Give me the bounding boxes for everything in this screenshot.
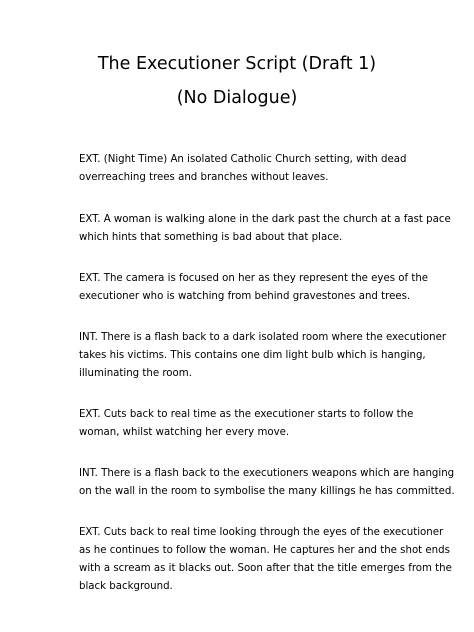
paragraph-line: on the wall in the room to symbolise the many killings he has committed. [79,486,455,497]
paragraph-line: executioner who is watching from behind gravestones and trees. [79,291,411,302]
paragraph-line: woman, whilst watching her every move. [79,427,290,438]
paragraph-line: EXT. A woman is walking alone in the dark past the church at a fast pace [79,214,451,225]
paragraph-line: EXT. Cuts back to real time looking through the eyes of the executioner [79,527,444,538]
scene-paragraph-7 [79,524,452,596]
paragraph-line: EXT. (Night Time) An isolated Catholic Church setting, with dead [79,154,407,165]
scene-paragraph-5 [79,406,439,442]
document-title: The Executioner Script (Draft 1) [97,54,377,74]
paragraph-line: which hints that something is bad about that place. [79,232,343,243]
scene-paragraph-6 [79,465,455,501]
scene-paragraph-3 [79,270,439,306]
scene-paragraph-1 [79,151,439,187]
scene-paragraph-2 [79,211,451,247]
paragraph-line: EXT. The camera is focused on her as they represent the eyes of the [79,273,429,284]
paragraph-line: INT. There is a flash back to the executioners weapons which are hanging [79,468,455,479]
document-subtitle: (No Dialogue) [176,88,298,108]
paragraph-line: overreaching trees and branches without leaves. [79,172,329,183]
paragraph-line: black background. [79,581,173,592]
paragraph-line: EXT. Cuts back to real time as the executioner starts to follow the [79,409,414,420]
paragraph-line: as he continues to follow the woman. He captures her and the shot ends [79,545,450,556]
paragraph-line: with a scream as it blacks out. Soon after that the title emerges from the [79,563,452,574]
paragraph-line: INT. There is a flash back to a dark isolated room where the executioner [79,332,447,343]
scene-paragraph-4 [79,329,447,383]
paragraph-line: illuminating the room. [79,368,192,379]
paragraph-line: takes his victims. This contains one dim light bulb which is hanging, [79,350,426,361]
